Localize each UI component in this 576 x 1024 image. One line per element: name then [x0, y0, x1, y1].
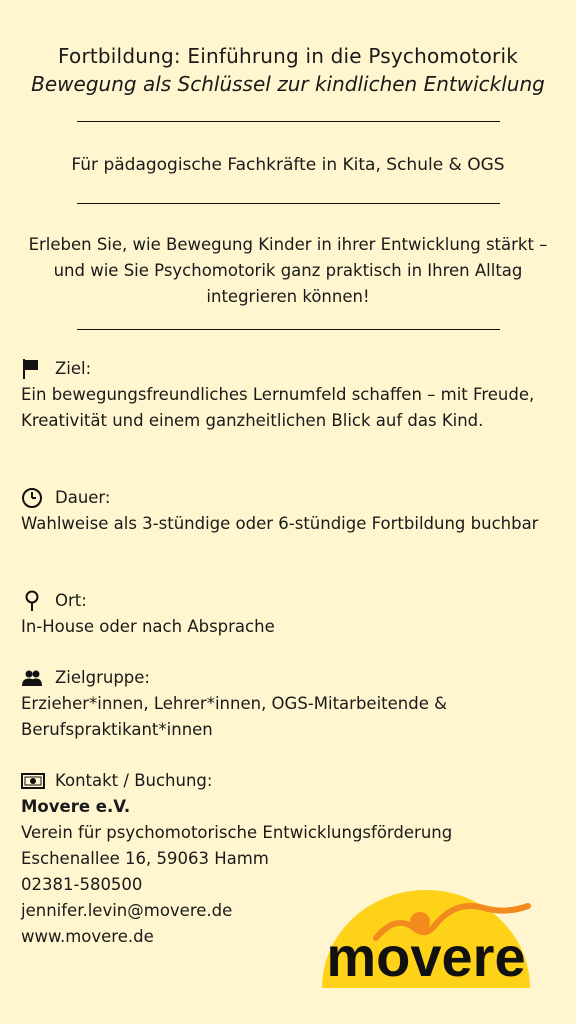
- section-dauer-text: Wahlweise als 3-stündige oder 6-stündige Fortbildung buchbar: [21, 514, 539, 533]
- section-ziel-heading: Ziel:: [55, 359, 92, 378]
- section-ort-heading-row: [21, 588, 561, 614]
- section-dauer-heading-row: [21, 485, 561, 511]
- section-zielgruppe-text: Erzieher*innen, Lehrer*innen, OGS-Mitarbeitende & Berufspraktikant*innen: [21, 694, 447, 739]
- organization-description: Verein für psychomotorische Entwicklungsförderung: [21, 823, 453, 842]
- contact-phone: 02381-580500: [21, 875, 143, 894]
- organization-name: Movere e.V.: [21, 797, 131, 816]
- divider: [77, 203, 500, 204]
- section-ziel: [21, 356, 561, 434]
- audience-line: Für pädagogische Fachkräfte in Kita, Schule & OGS: [71, 155, 505, 175]
- movere-logo: [316, 884, 536, 988]
- section-kontakt-heading-row: [21, 768, 561, 794]
- section-dauer-heading: Dauer:: [55, 488, 111, 507]
- people-icon: [21, 667, 43, 689]
- section-dauer: [21, 485, 561, 537]
- contact-email: jennifer.levin@movere.de: [21, 901, 233, 920]
- section-zielgruppe-heading-row: [21, 665, 561, 691]
- contact-card-icon: [21, 770, 43, 792]
- section-zielgruppe: [21, 665, 561, 743]
- page-subtitle: Bewegung als Schlüssel zur kindlichen Entwicklung: [31, 72, 545, 96]
- section-ort: [21, 588, 561, 640]
- contact-address: Eschenallee 16, 59063 Hamm: [21, 849, 269, 868]
- page-title: Fortbildung: Einführung in die Psychomotorik: [58, 44, 518, 68]
- section-ort-text: In-House oder nach Absprache: [21, 617, 275, 636]
- section-zielgruppe-heading: Zielgruppe:: [55, 668, 150, 687]
- intro-text: Erleben Sie, wie Bewegung Kinder in ihrer Entwicklung stärkt – und wie Sie Psychomotorik ganz praktisch in Ihren Alltag integrieren können!: [28, 235, 548, 306]
- section-ziel-text: Ein bewegungsfreundliches Lernumfeld schaffen – mit Freude, Kreativität und einem ganzheitlichen Blick auf das Kind.: [21, 385, 535, 430]
- section-ort-heading: Ort:: [55, 591, 87, 610]
- flag-icon: [21, 358, 43, 380]
- divider: [77, 329, 500, 330]
- logo-graphic: [316, 884, 536, 988]
- section-kontakt-heading: Kontakt / Buchung:: [55, 771, 213, 790]
- clock-icon: [21, 487, 43, 509]
- location-pin-icon: [21, 590, 43, 612]
- contact-website: www.movere.de: [21, 927, 154, 946]
- logo-wordmark: movere: [326, 925, 526, 988]
- divider: [77, 121, 500, 122]
- section-ziel-heading-row: [21, 356, 561, 382]
